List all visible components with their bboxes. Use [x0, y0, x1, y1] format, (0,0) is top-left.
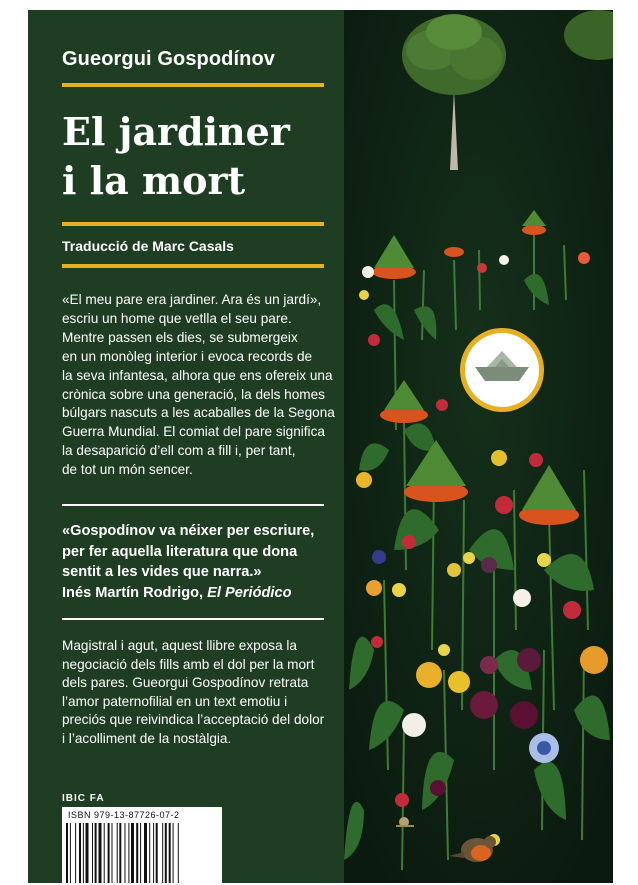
- barcode-bar: [156, 823, 158, 883]
- garden-illustration: [344, 10, 613, 883]
- barcode-bar: [117, 823, 118, 883]
- barcode: [62, 807, 222, 883]
- quote-source-name: Inés Martín Rodrigo,: [62, 584, 208, 601]
- quote-line: «Gospodínov va néixer per escriure,: [62, 523, 315, 539]
- quote-line: sentit a les vides que narra.»: [62, 564, 262, 580]
- barcode-bar: [144, 823, 147, 883]
- barcode-bar: [79, 823, 81, 883]
- paper-boat-icon: [465, 333, 539, 407]
- barcode-bar: [149, 823, 150, 883]
- blurb-line: l’amor paternofilial en un text emotiu i: [62, 693, 288, 709]
- synopsis-line: la seva infantesa, alhora que ens ofereix una: [62, 367, 333, 383]
- synopsis-line: búlgars nascuts a les acaballes de la Segona: [62, 405, 335, 421]
- barcode-bar: [125, 823, 126, 883]
- blurb-line: negociació dels fills amb el dol per la mort: [62, 656, 315, 672]
- synopsis-line: de tot un món sencer.: [62, 462, 193, 478]
- synopsis-line: crònica sobre una generació, la dels homes: [62, 386, 325, 402]
- barcode-bar: [131, 823, 134, 883]
- press-quote: [62, 521, 314, 603]
- title-line-2: i la mort: [62, 158, 246, 203]
- blurb-line: preciós que reivindica l’acceptació del dolor: [62, 712, 325, 728]
- barcode-bar: [112, 823, 113, 883]
- barcode-bar: [162, 823, 163, 883]
- synopsis-line: la desaparició d’ell com a fill i, per tant,: [62, 443, 296, 459]
- title-line-1: El jardiner: [62, 109, 290, 154]
- barcode-bar: [165, 823, 167, 883]
- yellow-divider-bottom: [62, 264, 324, 268]
- white-divider-top: [62, 504, 324, 506]
- yellow-divider-middle: [62, 222, 324, 226]
- barcode-bar: [178, 823, 179, 883]
- translator-credit: Traducció de Marc Casals: [62, 238, 234, 254]
- barcode-bar: [92, 823, 93, 883]
- barcode-bar: [70, 823, 71, 883]
- barcode-bar: [173, 823, 174, 883]
- yellow-divider-top: [62, 83, 324, 87]
- garden-flowers-illustration: [344, 10, 613, 883]
- synopsis-paragraph: [62, 291, 335, 480]
- quote-source-publication: El Periódico: [207, 584, 292, 601]
- barcode-bar: [75, 823, 76, 883]
- barcode-bar: [140, 823, 141, 883]
- synopsis-line: Guerra Mundial. El comiat del pare significa: [62, 424, 325, 440]
- barcode-bar: [95, 823, 97, 883]
- synopsis-line: «El meu pare era jardiner. Ara és un jardí»,: [62, 292, 322, 307]
- barcode-bar: [119, 823, 121, 883]
- quote-source: [62, 583, 314, 604]
- book-back-cover: [28, 10, 613, 883]
- synopsis-line: en un monòleg interior i evoca records de: [62, 348, 313, 364]
- ibic-code: IBIC FA: [62, 793, 105, 804]
- synopsis-line: escriu un home que vetlla el seu pare.: [62, 310, 292, 326]
- barcode-bar: [128, 823, 129, 883]
- blurb-paragraph: [62, 637, 324, 749]
- quote-line: per fer aquella literatura que dona: [62, 543, 298, 560]
- barcode-bars: [66, 823, 218, 883]
- author-name: Gueorgui Gospodínov: [62, 48, 276, 70]
- barcode-bar: [153, 823, 154, 883]
- barcode-bar: [136, 823, 138, 883]
- blurb-line: dels pares. Gueorgui Gospodínov retrata: [62, 675, 309, 691]
- synopsis-line: Mentre passen els dies, se submergeix: [62, 329, 298, 345]
- barcode-bar: [169, 823, 171, 883]
- blurb-line: Magistral i agut, aquest llibre exposa la: [62, 638, 297, 653]
- logo-inner: [465, 333, 539, 407]
- publisher-logo: [460, 328, 544, 412]
- barcode-bar: [104, 823, 105, 883]
- book-title: [62, 107, 290, 205]
- blurb-line: i l’acolliment de la nostàlgia.: [62, 730, 232, 746]
- barcode-bar: [83, 823, 84, 883]
- barcode-bar: [66, 823, 68, 883]
- barcode-bar: [108, 823, 110, 883]
- barcode-bar: [86, 823, 89, 883]
- white-divider-bottom: [62, 618, 324, 620]
- isbn-number: ISBN 979-13-87726-07-2: [68, 810, 180, 820]
- barcode-bar: [99, 823, 102, 883]
